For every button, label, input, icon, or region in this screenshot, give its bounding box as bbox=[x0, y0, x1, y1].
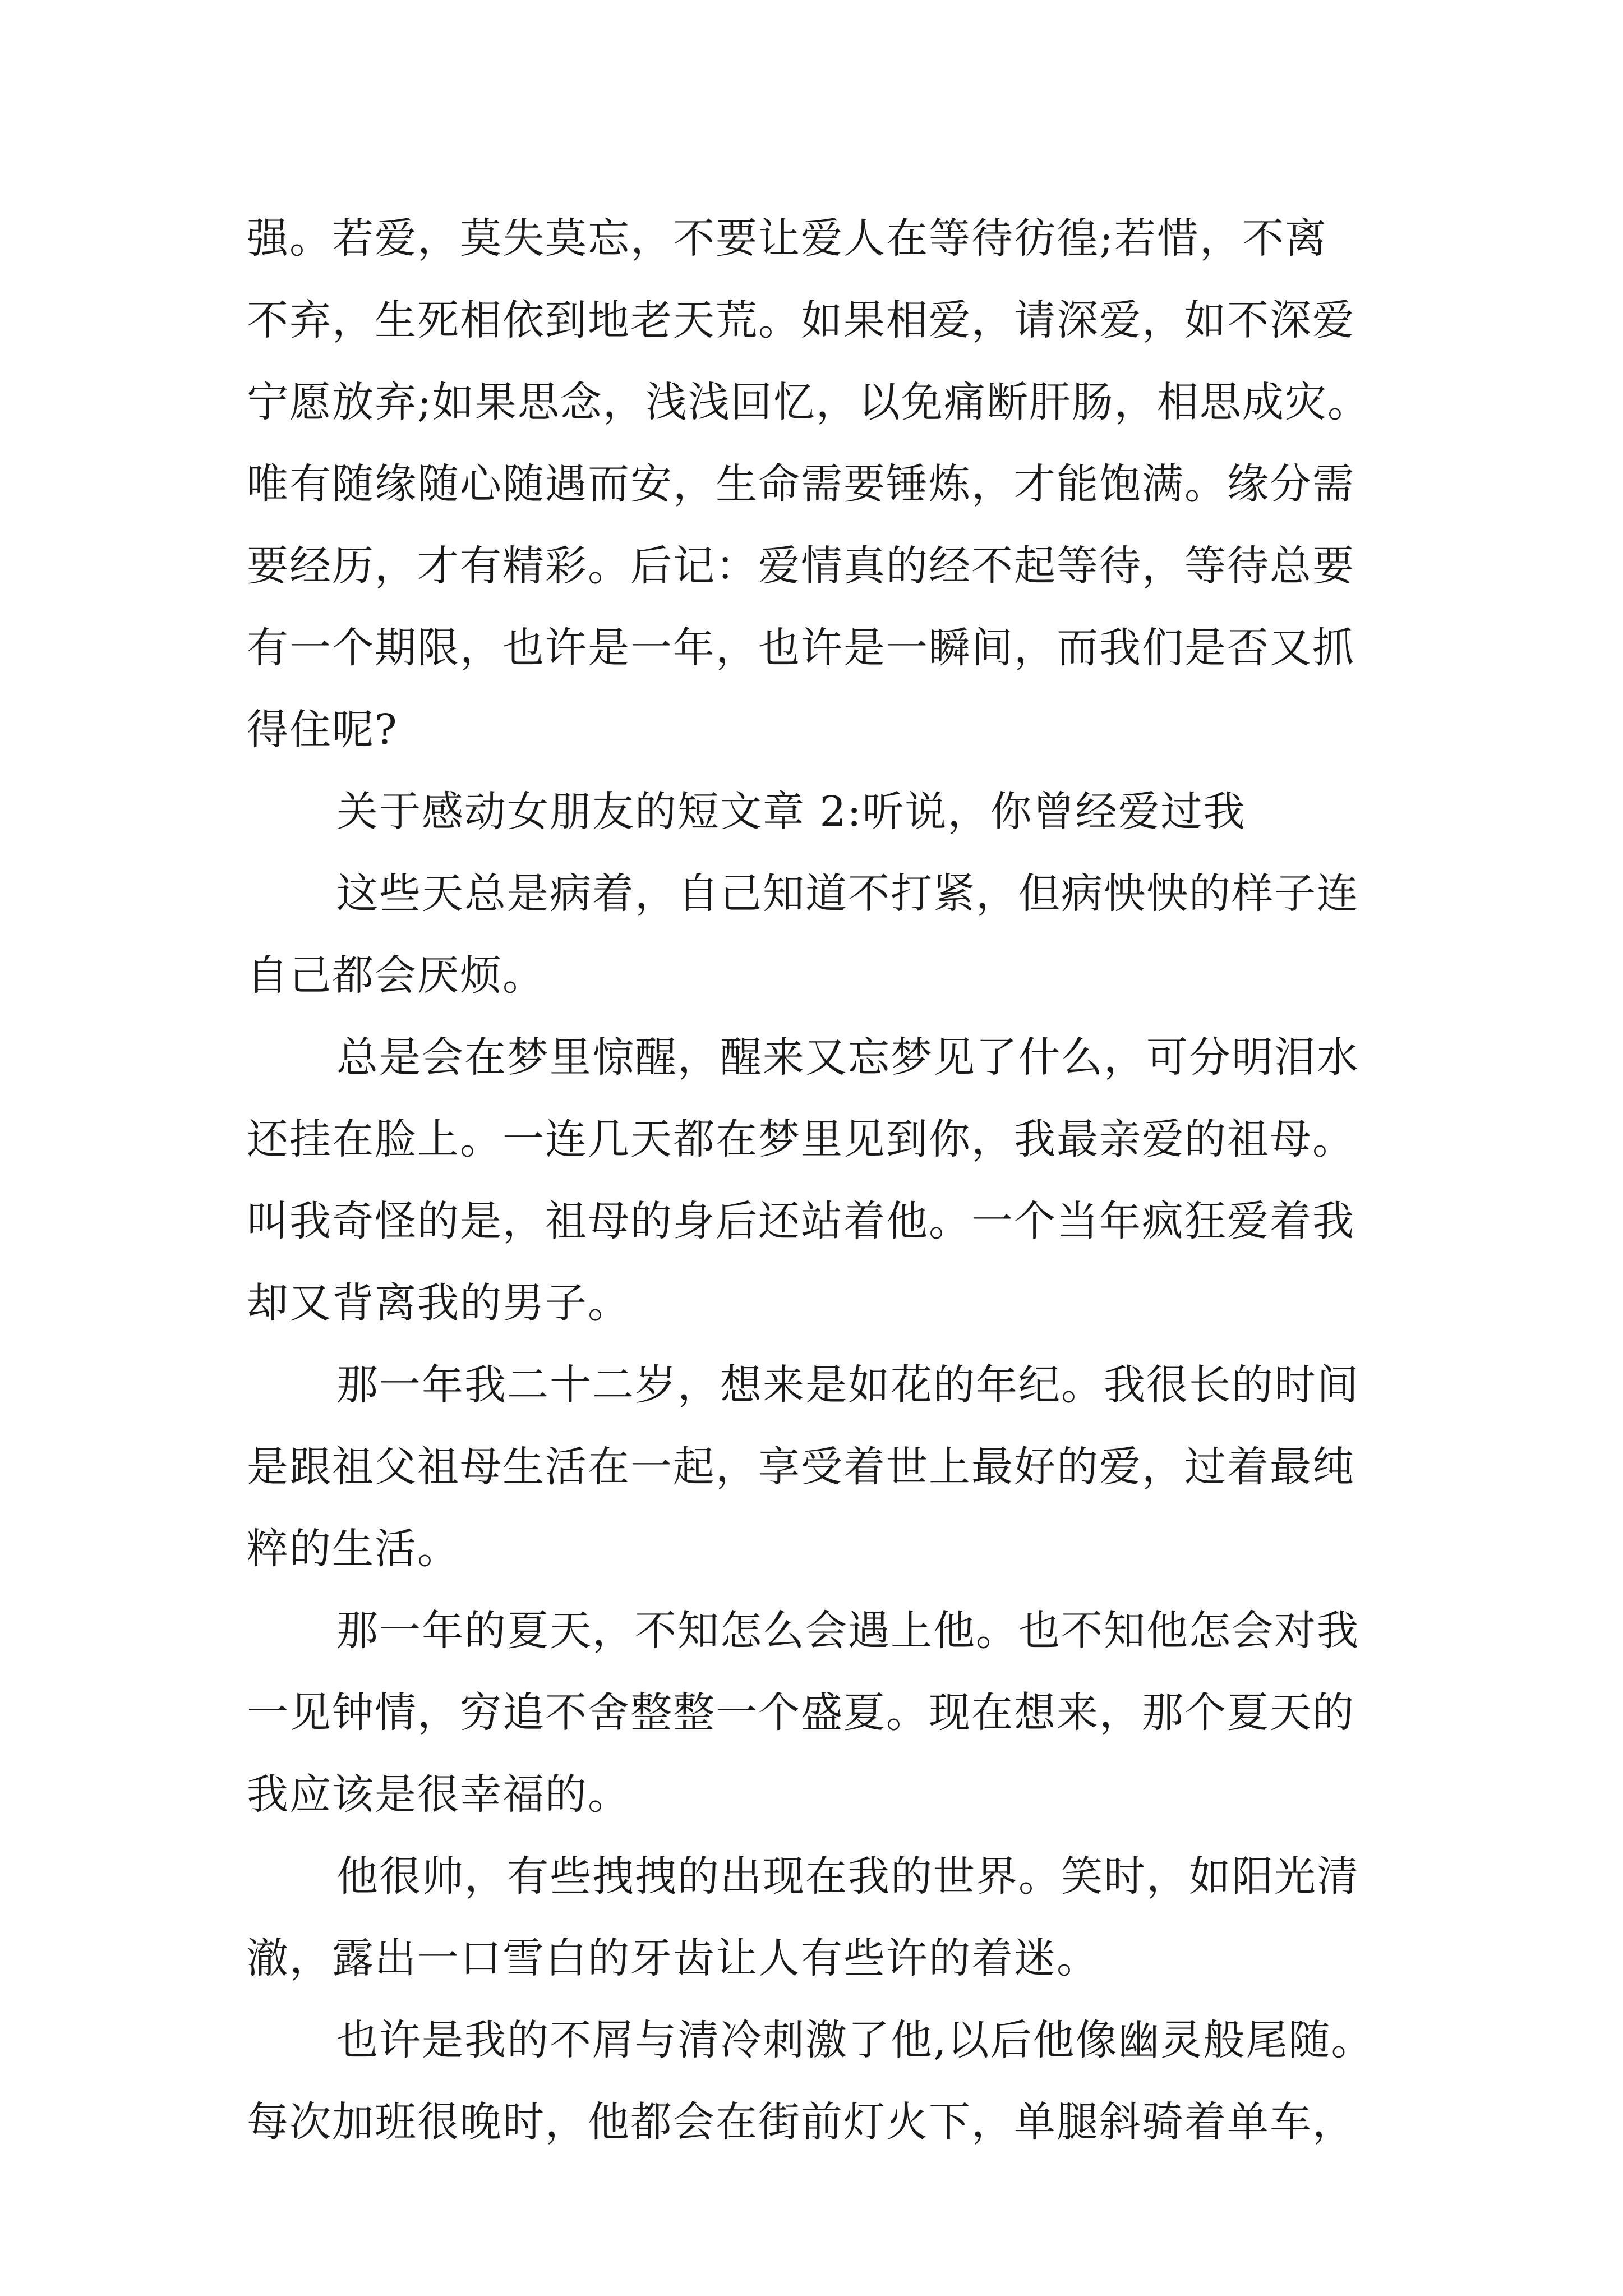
text-line: 却又背离我的男子。 bbox=[247, 1279, 630, 1327]
text-line: 叫我奇怪的是，祖母的身后还站着他。一个当年疯狂爱着我 bbox=[247, 1197, 1355, 1245]
text-line: 那一年我二十二岁，想来是如花的年纪。我很长的时间 bbox=[336, 1361, 1359, 1409]
text-line: 有一个期限，也许是一年，也许是一瞬间，而我们是否又抓 bbox=[247, 624, 1355, 672]
text-line: 他很帅，有些拽拽的出现在我的世界。笑时，如阳光清 bbox=[336, 1852, 1359, 1901]
text-line: 自己都会厌烦。 bbox=[247, 951, 545, 1000]
text-line: 粹的生活。 bbox=[247, 1525, 460, 1573]
text-line: 还挂在脸上。一连几天都在梦里见到你，我最亲爱的祖母。 bbox=[247, 1115, 1355, 1163]
text-line: 唯有随缘随心随遇而安，生命需要锤炼，才能饱满。缘分需 bbox=[247, 460, 1355, 508]
text-line: 得住呢? bbox=[247, 706, 398, 754]
text-line: 一见钟情，穷追不舍整整一个盛夏。现在想来，那个夏天的 bbox=[247, 1688, 1355, 1737]
text-line: 不弃，生死相依到地老天荒。如果相爱，请深爱，如不深爱 bbox=[247, 296, 1355, 344]
text-line: 也许是我的不屑与清冷刺激了他,以后他像幽灵般尾随。 bbox=[336, 2016, 1374, 2064]
text-line: 要经历，才有精彩。后记：爱情真的经不起等待，等待总要 bbox=[247, 542, 1355, 590]
text-line: 我应该是很幸福的。 bbox=[247, 1770, 630, 1819]
text-line: 这些天总是病着，自己知道不打紧，但病怏怏的样子连 bbox=[336, 869, 1359, 918]
text-line: 是跟祖父祖母生活在一起，享受着世上最好的爱，过着最纯 bbox=[247, 1443, 1355, 1491]
text-line: 那一年的夏天，不知怎么会遇上他。也不知他怎会对我 bbox=[336, 1607, 1359, 1655]
text-line: 强。若爱，莫失莫忘，不要让爱人在等待彷徨;若惜，不离 bbox=[247, 214, 1327, 263]
section-heading: 关于感动女朋友的短文章 2:听说，你曾经爱过我 bbox=[336, 788, 1246, 836]
text-line: 总是会在梦里惊醒，醒来又忘梦见了什么，可分明泪水 bbox=[336, 1033, 1359, 1082]
text-line: 每次加班很晚时，他都会在街前灯火下，单腿斜骑着单车， bbox=[247, 2098, 1355, 2146]
text-line: 澈，露出一口雪白的牙齿让人有些许的着迷。 bbox=[247, 1934, 1099, 1982]
text-line: 宁愿放弃;如果思念，浅浅回忆，以免痛断肝肠，相思成灾。 bbox=[247, 378, 1370, 426]
body-text bbox=[247, 197, 1391, 2163]
